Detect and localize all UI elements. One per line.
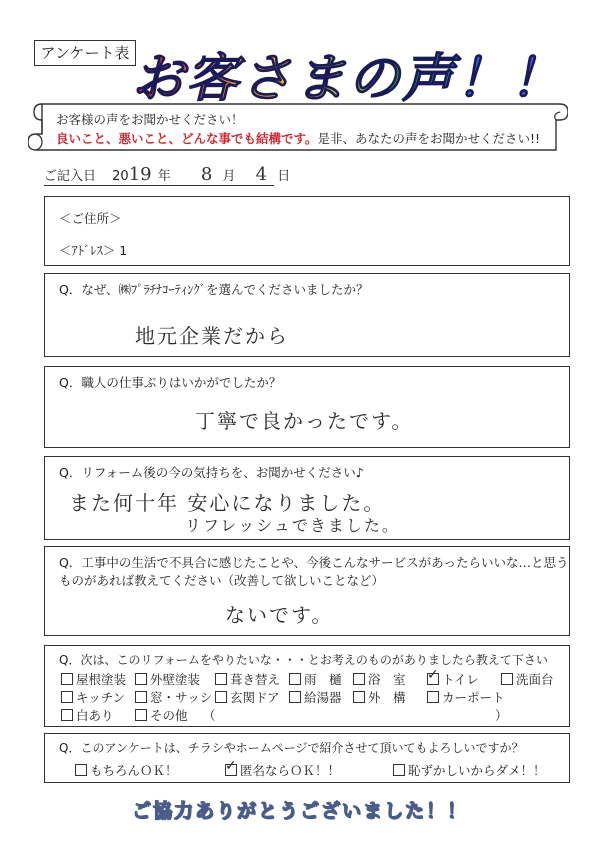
question-4: Q．工事中の生活で不具合に感じたことや、今後こんなサービスがあったらいいな…と思う — [59, 555, 569, 570]
intro-line-2 — [56, 129, 540, 148]
checkbox-icon — [215, 691, 227, 703]
intro-line-1: お客様の声をお聞かせください！ — [56, 112, 244, 127]
checkbox-icon — [135, 709, 147, 721]
year-value: 19 — [128, 164, 152, 185]
consent-question: Q．このアンケートは、チラシやホームページで紹介させて頂いてもよろしいですか？ — [59, 741, 524, 755]
checkbox-icon — [501, 673, 513, 685]
date-label: ご記入日 — [44, 169, 97, 184]
checkbox-icon — [289, 691, 301, 703]
intro-text — [56, 110, 540, 148]
option-water-heater[interactable]: 給湯器 — [289, 688, 342, 706]
option-termite[interactable]: 白あり — [61, 706, 114, 724]
month-unit: 月 — [222, 169, 236, 184]
checkbox-checked-icon — [225, 764, 237, 776]
checkbox-icon — [393, 764, 405, 776]
option-carport[interactable]: カーポート — [427, 688, 505, 706]
reform-question: Q．次は、このリフォームをやりたいな・・・とお考えのものがありましたら教えて下さい — [59, 653, 548, 667]
checkbox-icon — [135, 673, 147, 685]
address-label-kana: ＜ｱﾄﾞﾚｽ＞ 1 — [59, 243, 128, 258]
consent-box — [44, 733, 570, 783]
other-paren-open: （ — [203, 708, 216, 723]
option-reroof[interactable]: 葺き替え — [215, 670, 280, 688]
page-title: お客さまの声！！ — [132, 36, 564, 111]
checkbox-icon — [215, 673, 227, 685]
question-2: Q．職人の仕事ぶりはいかがでしたか？ — [59, 375, 282, 390]
checkbox-icon — [61, 709, 73, 721]
consent-option-ok[interactable]: もちろんＯＫ！ — [75, 761, 178, 779]
other-paren-close: ） — [495, 708, 508, 723]
option-exterior[interactable]: 外 構 — [353, 688, 406, 706]
month-value: 8 — [200, 164, 213, 185]
date-underline — [44, 185, 274, 186]
answer-2: 丁寧で良かったです。 — [195, 409, 414, 433]
answer-3-line-2: リフレッシュできました。 — [185, 516, 400, 535]
option-toilet[interactable]: ✓ トイレ — [427, 670, 479, 688]
option-washbasin[interactable]: 洗面台 — [501, 670, 554, 688]
date-row — [44, 164, 290, 185]
option-entrance-door[interactable]: 玄関ドア — [215, 688, 280, 706]
intro-rest: 是非、あなたの声をお聞かせください!! — [317, 131, 541, 146]
address-label: ＜ご住所＞ — [59, 211, 122, 226]
intro-highlight: 良いこと、悪いこと、どんな事でも結構です。 — [56, 131, 318, 146]
year-prefix: 20 — [112, 169, 129, 184]
checkbox-icon — [427, 691, 439, 703]
option-roof-paint[interactable]: 屋根塗装 — [61, 670, 126, 688]
question-3: Q．リフォーム後の今の気持ちを、お聞かせください♪ — [59, 465, 364, 480]
checkbox-icon — [353, 691, 365, 703]
survey-tag: アンケート表 — [34, 40, 136, 66]
checkbox-icon — [135, 691, 147, 703]
option-other[interactable]: その他 — [135, 706, 188, 724]
day-unit: 日 — [277, 169, 291, 184]
question-box-1 — [44, 273, 570, 357]
checkbox-checked-icon — [427, 673, 439, 685]
answer-1: 地元企業だから — [135, 324, 289, 348]
option-gutter[interactable]: 雨 樋 — [289, 670, 342, 688]
question-box-4 — [44, 546, 570, 636]
consent-option-no[interactable]: 恥ずかしいからダメ！！ — [393, 761, 546, 779]
address-box — [44, 196, 570, 266]
question-box-2 — [44, 366, 570, 448]
checkbox-icon — [61, 691, 73, 703]
question-4-line-2: ものがあれば教えてください（改善して欲しいことなど） — [59, 573, 385, 588]
checkbox-icon — [353, 673, 365, 685]
answer-4: ないです。 — [225, 603, 334, 627]
checkbox-icon — [75, 764, 87, 776]
checkbox-icon — [61, 673, 73, 685]
checkbox-icon — [289, 673, 301, 685]
thank-you-footer: ご協力ありがとうございました！！ — [131, 800, 468, 822]
address-value: 1 — [119, 243, 128, 258]
option-kitchen[interactable]: キッチン — [61, 688, 125, 706]
option-bathroom[interactable]: 浴 室 — [353, 670, 406, 688]
answer-3: また何十年 安心になりました。 — [69, 491, 386, 515]
option-window[interactable]: 窓・サッシ — [135, 688, 212, 706]
consent-option-anonymous[interactable]: ✓ 匿名ならＯＫ！！ — [225, 761, 340, 779]
question-1: Q．なぜ、㈱ﾌﾟﾗﾁﾅｺｰﾃｨﾝｸﾞを選んでくださいましたか？ — [59, 282, 369, 297]
question-box-3 — [44, 456, 570, 540]
day-value: 4 — [255, 164, 268, 185]
option-wall-paint[interactable]: 外壁塗装 — [135, 670, 200, 688]
year-unit: 年 — [157, 169, 171, 184]
reform-box — [44, 645, 570, 727]
